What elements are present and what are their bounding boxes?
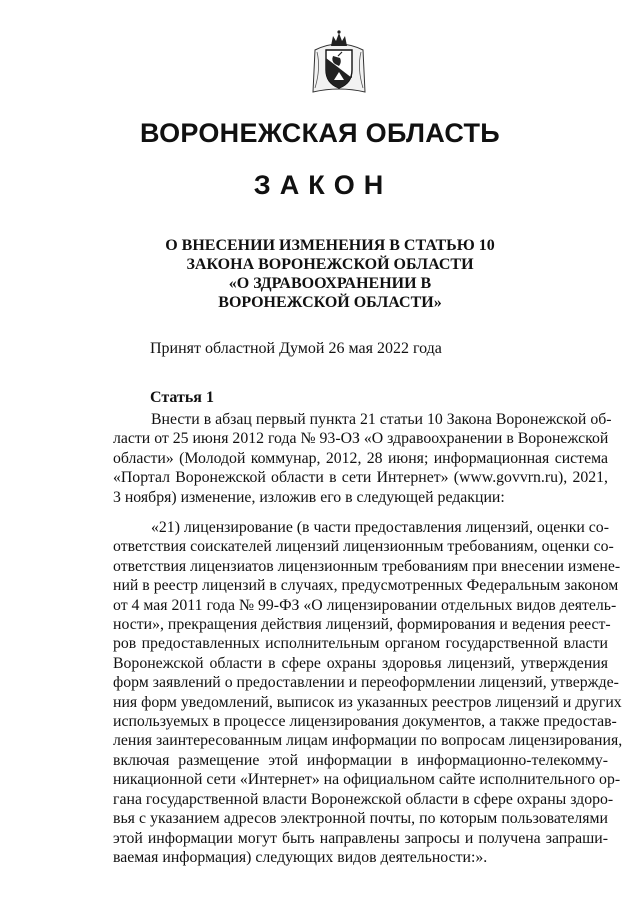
paragraph-line: ответствия соискателей лицензий лицензионным требованиям, оценки со- [113, 538, 614, 556]
paragraph-line: ласти от 25 июня 2012 года № 93-ОЗ «О здравоохранении в Воронежской [113, 430, 609, 448]
paragraph-line: ности», прекращения действия лицензий, формирования и ведения реест- [113, 616, 611, 634]
paragraph-line: ров предоставленных исполнительным органом государственной власти [113, 635, 608, 653]
article-paragraph-1 [113, 410, 612, 507]
region-name: ВОРОНЕЖСКАЯ ОБЛАСТЬ [139, 118, 501, 148]
paragraph-line: форм заявлений о предоставлении и переоформлении лицензий, утвержде- [113, 674, 619, 692]
law-title: О ВНЕСЕНИИ ИЗМЕНЕНИЯ В СТАТЬЮ 10 ЗАКОНА ВОРОНЕЖСКОЙ ОБЛАСТИ «О ЗДРАВООХРАНЕНИИ В ВОРОНЕЖСКОЙ ОБЛАСТИ» [165, 237, 495, 311]
paragraph-line: области» (Молодой коммунар, 2012, 28 июня; информационная система [113, 449, 608, 467]
paragraph-line: «21) лицензирование (в части предоставления лицензий, оценки со- [151, 519, 609, 536]
paragraph-line: используемых в процессе лицензирования документов, а также предостав- [113, 713, 617, 731]
paragraph-line: ния форм уведомлений, выписок из указанных реестров лицензий и других [113, 693, 622, 711]
paragraph-line: Внести в абзац первый пункта 21 статьи 10 Закона Воронежской об- [151, 411, 612, 428]
paragraph-line: Воронежской области в сфере охраны здоровья лицензий, утверждения [113, 654, 608, 672]
article-heading: Статья 1 [150, 389, 214, 406]
paragraph-line: вья с указанием адресов электронной почты, по которым пользователями [113, 810, 608, 828]
paragraph-line: ваемая информация) следующих видов деятельности:». [113, 848, 488, 866]
paragraph-line: ления заинтересованным лицам информации по вопросам лицензирования, [113, 732, 623, 750]
article-paragraph-2 [113, 518, 623, 867]
paragraph-line: «Портал Воронежской области в сети Интернет» (www.govvrn.ru), 2021, [113, 469, 608, 487]
paragraph-line: включая размещение этой информации в информационно-телекомму- [113, 751, 608, 769]
paragraph-line: ний в реестр лицензий в случаях, предусмотренных Федеральным законом [113, 577, 619, 595]
paragraph-line: от 4 мая 2011 года № 99-ФЗ «О лицензировании отдельных видов деятель- [113, 596, 617, 614]
document-type: ЗАКОН [253, 170, 393, 200]
voronezh-coat-of-arms-icon [309, 28, 369, 98]
paragraph-line: никационной сети «Интернет» на официальном сайте исполнительного ор- [113, 771, 621, 789]
paragraph-line: этой информации могут быть направлены запросы и получена запраши- [113, 829, 608, 847]
adoption-date-line: Принят областной Думой 26 мая 2022 года [150, 340, 442, 357]
paragraph-line: гана государственной власти Воронежской области в сфере охраны здоро- [113, 790, 614, 808]
paragraph-line: ответствия лицензиатов лицензионным требованиям при внесении измене- [113, 557, 621, 575]
paragraph-line: 3 ноября) изменение, изложив его в следующей редакции: [113, 488, 505, 506]
